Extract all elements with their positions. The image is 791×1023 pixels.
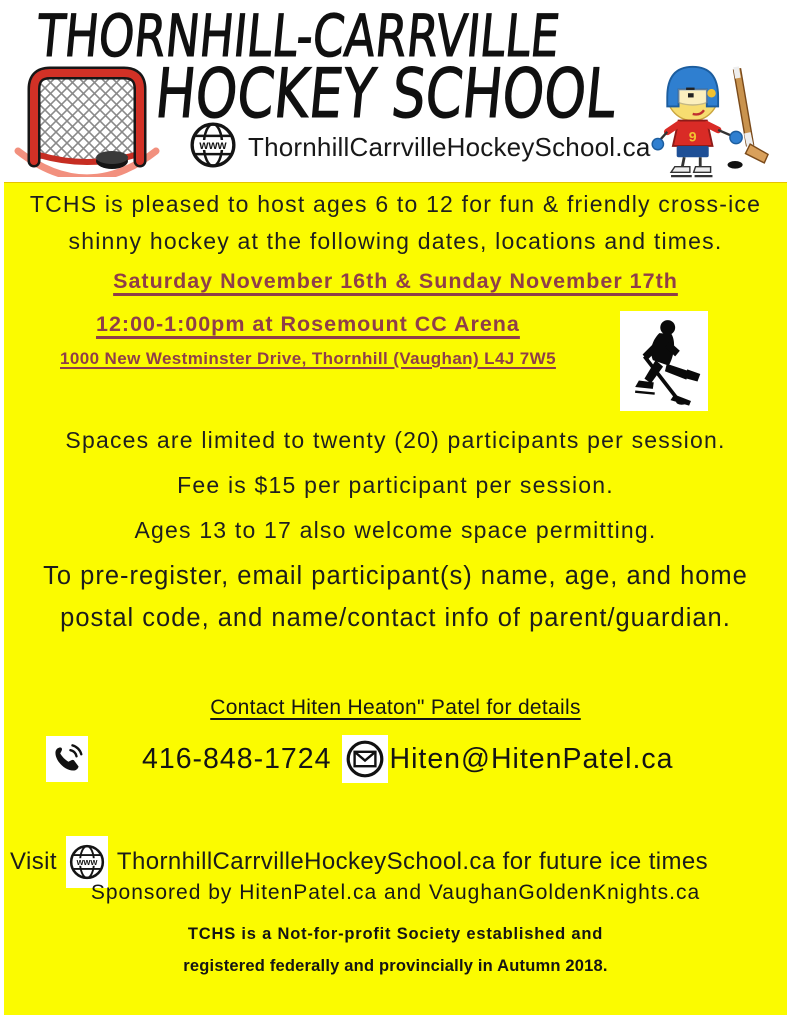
flyer-body bbox=[4, 182, 787, 1015]
visit-suffix: for future ice times bbox=[502, 848, 709, 875]
visit-prefix: Visit bbox=[10, 848, 57, 875]
flyer-title-line1: THORNHILL-CARRVILLE bbox=[34, 2, 563, 70]
contact-email: Hiten@HitenPatel.ca bbox=[389, 742, 674, 775]
register-line2: postal code, and name/contact info of parent/guardian. bbox=[60, 604, 731, 632]
globe-www-label: www bbox=[199, 139, 227, 153]
flyer-title-line2: HOCKEY SCHOOL bbox=[152, 55, 620, 134]
intro-line1: TCHS is pleased to host ages 6 to 12 for fun & friendly cross-ice bbox=[29, 191, 762, 217]
phone-icon bbox=[46, 736, 88, 782]
nonprofit-line1: TCHS is a Not-for-profit Society established and bbox=[187, 925, 604, 943]
hockey-player-silhouette bbox=[620, 311, 708, 411]
intro-line2: shinny hockey at the following dates, locations and times. bbox=[68, 228, 723, 254]
header-website-row bbox=[188, 120, 651, 175]
hockey-player-cartoon bbox=[618, 48, 790, 178]
globe-www-label: www bbox=[76, 857, 98, 868]
detail-fee: Fee is $15 per participant per session. bbox=[177, 472, 614, 498]
contact-heading: Contact Hiten Heaton" Patel for details bbox=[210, 696, 581, 719]
hockey-net-icon bbox=[12, 55, 162, 177]
detail-spaces: Spaces are limited to twenty (20) participants per session. bbox=[65, 427, 726, 453]
event-dates: Saturday November 16th & Sunday November 17th bbox=[113, 269, 678, 293]
globe-www-icon bbox=[188, 120, 238, 175]
detail-ages: Ages 13 to 17 also welcome space permitting. bbox=[134, 517, 657, 543]
register-line1: To pre-register, email participant(s) name, age, and home bbox=[43, 562, 748, 590]
header-website-text: ThornhillCarrvilleHockeySchool.ca bbox=[248, 132, 651, 162]
contact-phone: 416-848-1724 bbox=[142, 742, 332, 775]
visit-site: ThornhillCarrvilleHockeySchool.ca bbox=[116, 848, 496, 875]
nonprofit-line2: registered federally and provincially in Autumn 2018. bbox=[183, 957, 608, 975]
sponsored-line: Sponsored by HitenPatel.ca and VaughanGoldenKnights.ca bbox=[90, 881, 701, 904]
email-icon bbox=[342, 735, 388, 783]
jersey-number: 9 bbox=[688, 128, 697, 145]
contact-row bbox=[46, 733, 673, 785]
event-time-location: 12:00-1:00pm at Rosemount CC Arena bbox=[96, 312, 520, 336]
event-address: 1000 New Westminster Drive, Thornhill (Vaughan) L4J 7W5 bbox=[60, 349, 556, 368]
